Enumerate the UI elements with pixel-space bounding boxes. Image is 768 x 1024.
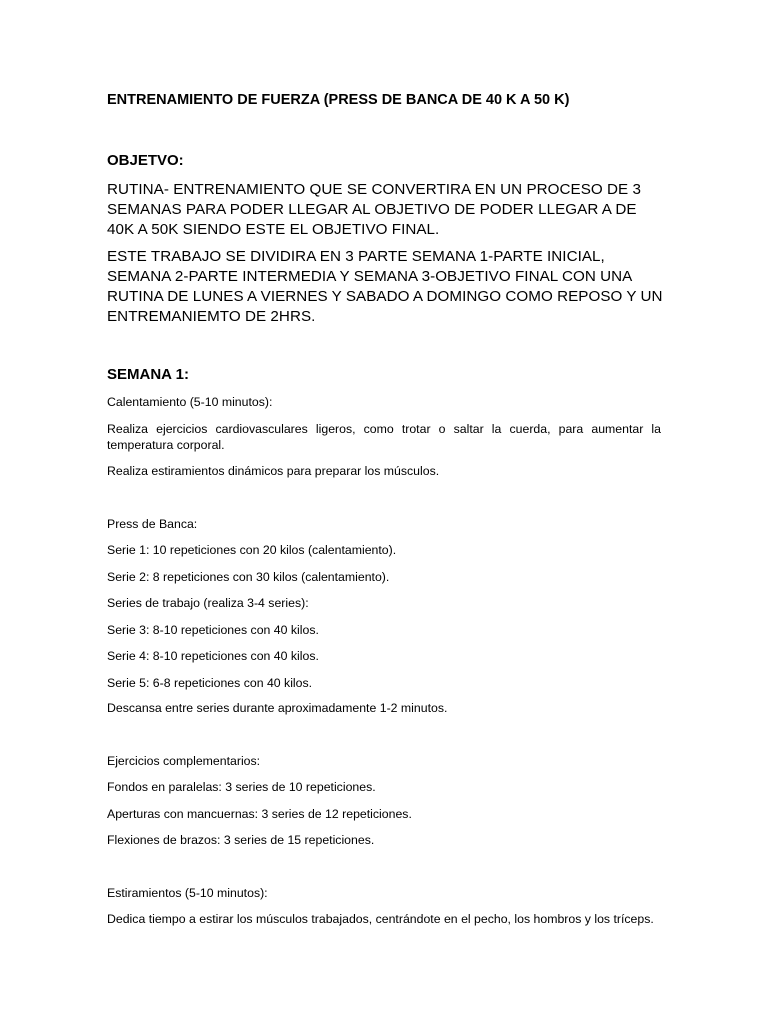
bench-work-sets: Series de trabajo (realiza 3-4 series):	[107, 596, 309, 610]
document-title: ENTRENAMIENTO DE FUERZA (PRESS DE BANCA DE 40 K A 50 K)	[107, 92, 570, 108]
objective-paragraph-2: ESTE TRABAJO SE DIVIDIRA EN 3 PARTE SEMANA 1-PARTE INICIAL, SEMANA 2-PARTE INTERMEDIA Y SEMANA 3-OBJETIVO FINAL CON UNA RUTINA DE LUNES A VIERNES Y SABADO A DOMINGO COMO REPOSO Y UN ENTREMANIEMTO DE 2HRS.	[107, 248, 663, 325]
stretching-line-1: Dedica tiempo a estirar los músculos trabajados, centrándote en el pecho, los hombros y los tríceps.	[107, 912, 654, 926]
warmup-label: Calentamiento (5-10 minutos):	[107, 395, 273, 409]
bench-serie-2: Serie 2: 8 repeticiones con 30 kilos (calentamiento).	[107, 570, 390, 584]
bench-serie-1: Serie 1: 10 repeticiones con 20 kilos (calentamiento).	[107, 543, 397, 557]
week1-heading: SEMANA 1:	[107, 366, 189, 383]
objective-heading: OBJETVO:	[107, 152, 184, 169]
warmup-line-2: Realiza estiramientos dinámicos para preparar los músculos.	[107, 464, 440, 478]
bench-serie-3: Serie 3: 8-10 repeticiones con 40 kilos.	[107, 623, 319, 637]
objective-paragraph-1: RUTINA- ENTRENAMIENTO QUE SE CONVERTIRA EN UN PROCESO DE 3 SEMANAS PARA PODER LLEGAR AL OBJETIVO DE PODER LLEGAR A DE 40K A 50K SIENDO ESTE EL OBJETIVO FINAL.	[107, 181, 641, 238]
complementary-item-1: Fondos en paralelas: 3 series de 10 repeticiones.	[107, 780, 376, 794]
bench-label: Press de Banca:	[107, 517, 198, 531]
bench-rest: Descansa entre series durante aproximadamente 1-2 minutos.	[107, 701, 448, 715]
stretching-label: Estiramientos (5-10 minutos):	[107, 886, 268, 900]
complementary-item-3: Flexiones de brazos: 3 series de 15 repeticiones.	[107, 833, 375, 847]
complementary-label: Ejercicios complementarios:	[107, 754, 261, 768]
bench-serie-4: Serie 4: 8-10 repeticiones con 40 kilos.	[107, 649, 319, 663]
complementary-item-2: Aperturas con mancuernas: 3 series de 12 repeticiones.	[107, 807, 412, 821]
bench-serie-5: Serie 5: 6-8 repeticiones con 40 kilos.	[107, 676, 313, 690]
warmup-line-1: Realiza ejercicios cardiovasculares ligeros, como trotar o saltar la cuerda, para aumentar la temperatura corporal.	[107, 422, 661, 452]
